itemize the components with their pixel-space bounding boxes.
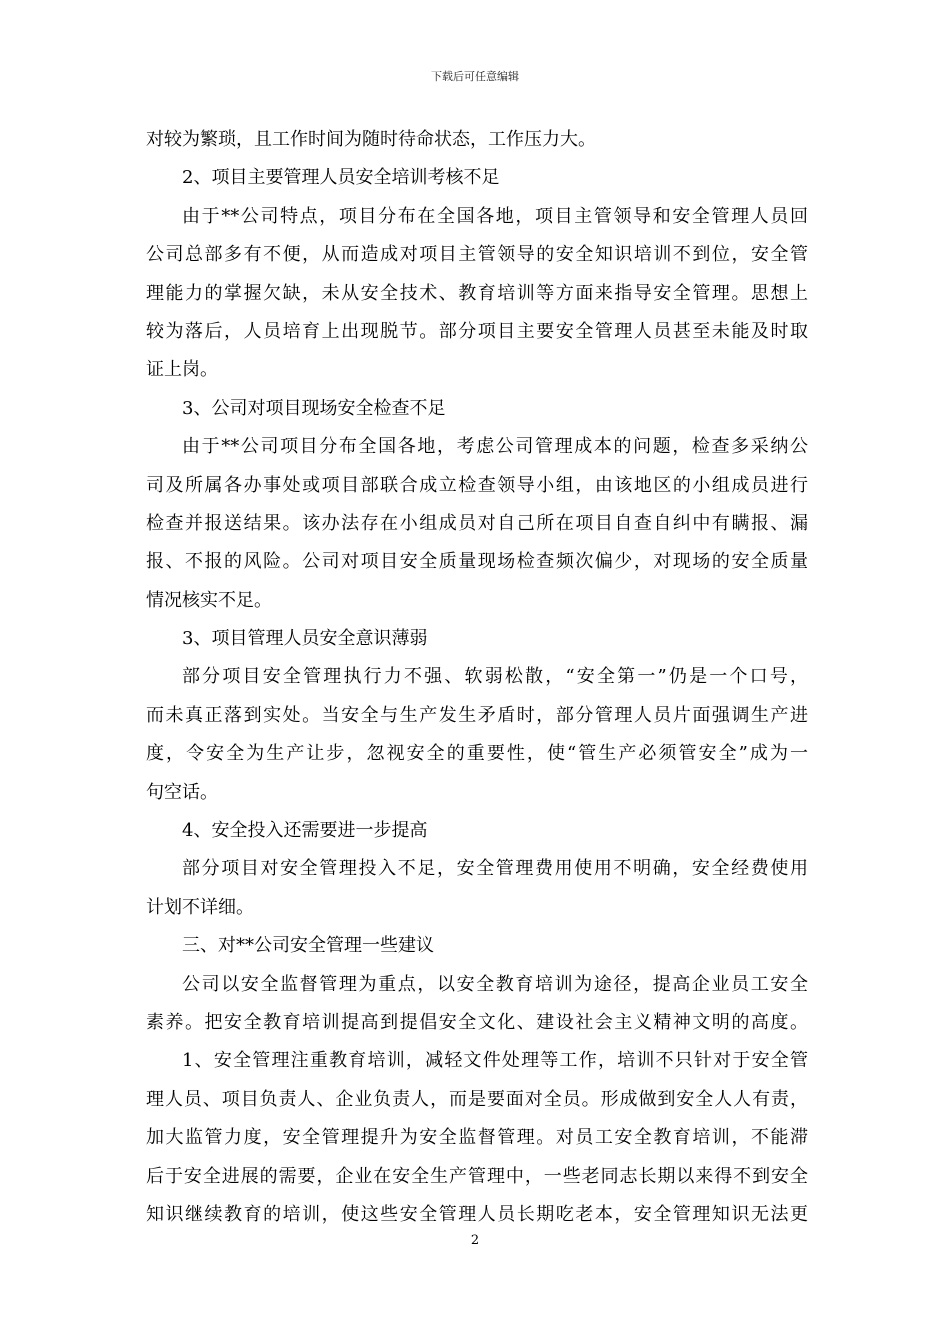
text-line: 理能力的掌握欠缺，未从安全技术、教育培训等方面来指导安全管理。思想上: [146, 282, 808, 304]
text-line: 4、安全投入还需要进一步提高: [182, 820, 428, 842]
text-line: 由于**公司特点，项目分布在全国各地，项目主管领导和安全管理人员回: [182, 205, 808, 227]
text-line: 而未真正落到实处。当安全与生产发生矛盾时，部分管理人员片面强调生产进: [146, 704, 808, 726]
text-line: 检查并报送结果。该办法存在小组成员对自己所在项目自查自纠中有瞒报、漏: [146, 512, 808, 534]
text-line: 1、安全管理注重教育培训，减轻文件处理等工作，培训不只针对于安全管: [182, 1050, 808, 1072]
text-line: 司及所属各办事处或项目部联合成立检查领导小组，由该地区的小组成员进行: [146, 474, 808, 496]
text-line: 公司以安全监督管理为重点，以安全教育培训为途径，提高企业员工安全: [182, 973, 808, 995]
text-line: 由于**公司项目分布全国各地，考虑公司管理成本的问题，检查多采纳公: [182, 436, 808, 458]
text-line: 3、项目管理人员安全意识薄弱: [182, 628, 428, 650]
text-line: 公司总部多有不便，从而造成对项目主管领导的安全知识培训不到位，安全管: [146, 244, 808, 266]
text-line: 计划不详细。: [146, 896, 254, 918]
text-line: 度，令安全为生产让步，忽视安全的重要性，使“管生产必须管安全”成为一: [146, 743, 808, 765]
text-line: 对较为繁琐，且工作时间为随时待命状态，工作压力大。: [146, 129, 596, 150]
page-number: 2: [470, 1233, 480, 1248]
body-text: [146, 121, 808, 1234]
text-line: 加大监管力度，安全管理提升为安全监督管理。对员工安全教育培训，不能滞: [146, 1127, 808, 1149]
page-header: 下载后可任意编辑: [431, 70, 519, 83]
text-line: 部分项目对安全管理投入不足，安全管理费用使用不明确，安全经费使用: [182, 858, 808, 880]
text-line: 知识继续教育的培训，使这些安全管理人员长期吃老本，安全管理知识无法更: [146, 1203, 808, 1225]
text-line: 部分项目安全管理执行力不强、软弱松散，“安全第一”仍是一个口号，: [182, 666, 808, 688]
text-line: 后于安全进展的需要，企业在安全生产管理中，一些老同志长期以来得不到安全: [146, 1165, 808, 1187]
text-line: 较为落后，人员培育上出现脱节。部分项目主要安全管理人员甚至未能及时取: [146, 320, 808, 342]
text-line: 句空话。: [146, 781, 218, 803]
text-line: 2、项目主要管理人员安全培训考核不足: [182, 167, 500, 189]
text-line: 报、不报的风险。公司对项目安全质量现场检查频次偏少，对现场的安全质量: [146, 551, 808, 573]
text-line: 素养。把安全教育培训提高到提倡安全文化、建设社会主义精神文明的高度。: [146, 1011, 808, 1033]
text-line: 三、对**公司安全管理一些建议: [182, 935, 434, 957]
text-line: 3、公司对项目现场安全检查不足: [182, 397, 446, 419]
text-line: 证上岗。: [146, 359, 218, 381]
text-line: 理人员、项目负责人、企业负责人，而是要面对全员。形成做到安全人人有责，: [146, 1088, 808, 1110]
text-line: 情况核实不足。: [146, 589, 272, 611]
